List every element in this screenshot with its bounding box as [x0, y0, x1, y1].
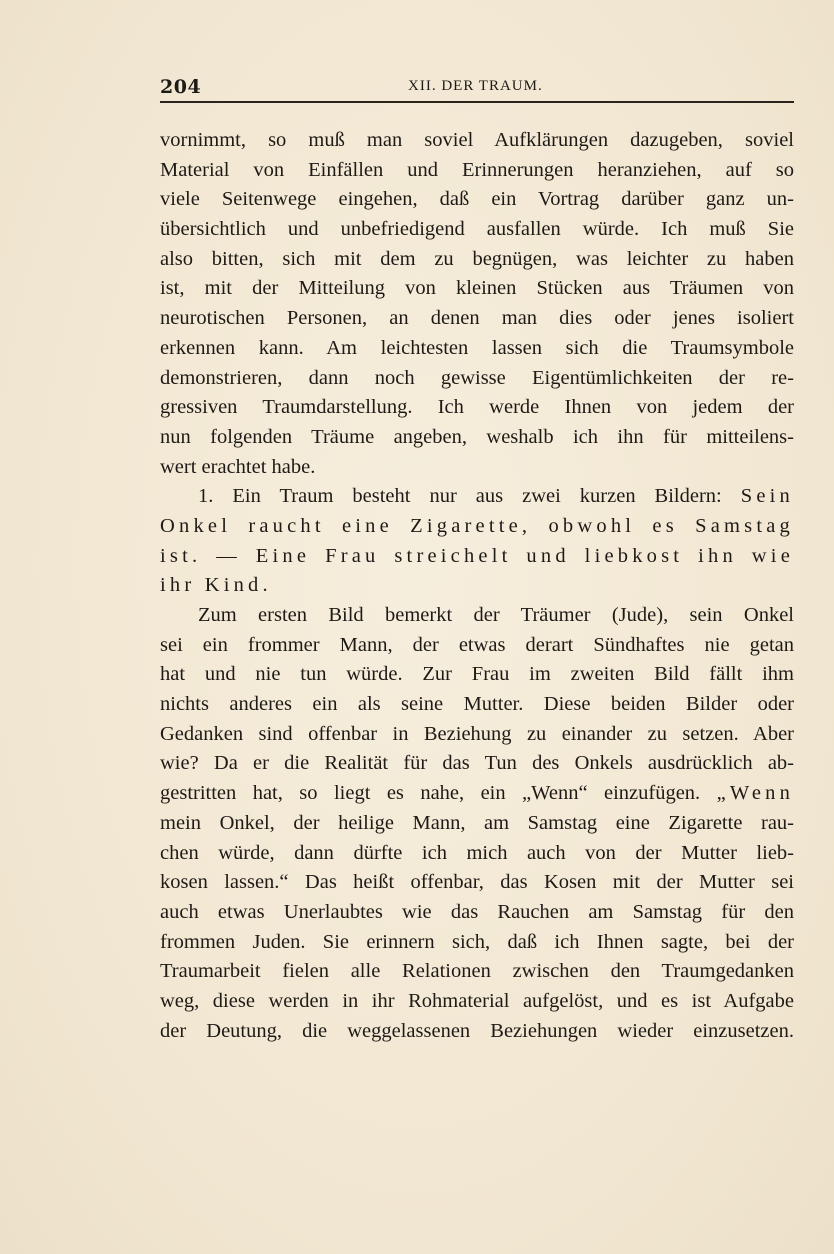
body-text: [160, 126, 794, 1046]
text-line: frommen Juden. Sie erinnern sich, daß ich Ihnen sagte, bei der: [160, 930, 794, 953]
text-line: viele Seitenwege eingehen, daß ein Vortrag darüber ganz un-: [160, 188, 794, 211]
text-line: nun folgenden Träume angeben, weshalb ich ihn für mitteilens-: [160, 425, 794, 448]
text-line: also bitten, sich mit dem zu begnügen, was leichter zu haben: [160, 247, 794, 270]
text-line: nichts anderes ein als seine Mutter. Diese beiden Bilder oder: [160, 693, 794, 716]
text-line: [160, 779, 794, 809]
running-head: XII. DER TRAUM.: [408, 78, 543, 94]
text-line: Traumarbeit fielen alle Relationen zwischen den Traumgedanken: [160, 960, 794, 983]
text-line: ist, mit der Mitteilung von kleinen Stücken aus Träumen von: [160, 277, 794, 300]
dream-text-line: ihr Kind.: [160, 574, 272, 597]
text-line: gressiven Traumdarstellung. Ich werde Ihnen von jedem der: [160, 396, 794, 419]
text-line: kosen lassen.“ Das heißt offenbar, das Kosen mit der Mutter sei: [160, 871, 794, 894]
dream-text-line: ist. — Eine Frau streichelt und liebkost ihn wie: [160, 544, 794, 567]
spaced-word: „Wenn: [716, 782, 795, 805]
page-number: 204: [160, 76, 202, 98]
text-line: wert erachtet habe.: [160, 455, 316, 478]
text-line: der Deutung, die weggelassenen Beziehungen wieder einzusetzen.: [160, 1019, 794, 1042]
header-rule: [160, 101, 794, 103]
dream-text-line: Onkel raucht eine Zigarette, obwohl es Samstag: [160, 514, 794, 537]
text-line: demonstrieren, dann noch gewisse Eigentümlichkeiten der re-: [160, 366, 794, 389]
text-line: übersichtlich und unbefriedigend ausfallen würde. Ich muß Sie: [160, 218, 794, 241]
text-line: Material von Einfällen und Erinnerungen heranziehen, auf so: [160, 158, 794, 181]
text-line: wie? Da er die Realität für das Tun des Onkels ausdrücklich ab-: [160, 752, 794, 775]
text-line: weg, diese werden in ihr Rohmaterial aufgelöst, und es ist Aufgabe: [160, 989, 794, 1012]
text-line: sei ein frommer Mann, der etwas derart Sündhaftes nie getan: [160, 633, 794, 656]
text-line: Gedanken sind offenbar in Beziehung zu einander zu setzen. Aber: [160, 722, 794, 745]
text-line: vornimmt, so muß man soviel Aufklärungen dazugeben, soviel: [160, 129, 794, 151]
text-line: neurotischen Personen, an denen man dies oder jenes isoliert: [160, 307, 794, 330]
text-line: erkennen kann. Am leichtesten lassen sich die Traumsymbole: [160, 336, 794, 359]
text-line: [160, 482, 794, 512]
text-line: chen würde, dann dürfte ich mich auch von der Mutter lieb-: [160, 841, 794, 864]
text-line: hat und nie tun würde. Zur Frau im zweiten Bild fällt ihm: [160, 663, 794, 686]
text-line: Zum ersten Bild bemerkt der Träumer (Jude), sein Onkel: [198, 604, 794, 626]
text-line: auch etwas Unerlaubtes wie das Rauchen am Samstag für den: [160, 900, 794, 923]
text-fragment: gestritten hat, so liegt es nahe, ein „Wenn“ einzufügen.: [160, 782, 701, 805]
page-header: [160, 76, 794, 102]
text-line: mein Onkel, der heilige Mann, am Samstag eine Zigarette rau-: [160, 811, 794, 834]
dream-text: Sein: [740, 485, 794, 508]
dream-intro: 1. Ein Traum besteht nur aus zwei kurzen Bildern:: [198, 485, 722, 508]
